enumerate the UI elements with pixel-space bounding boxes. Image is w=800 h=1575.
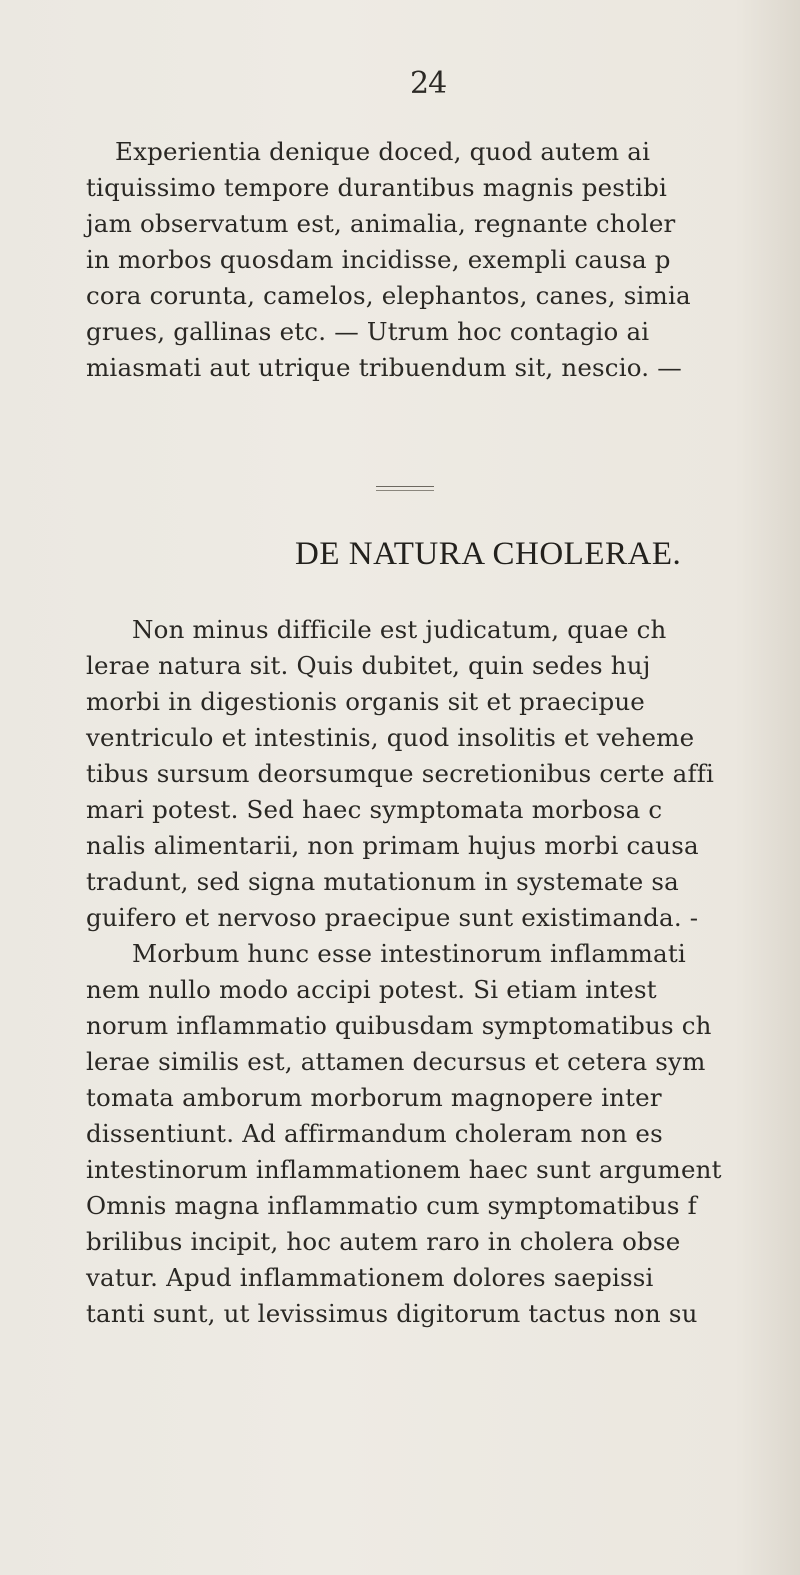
page-number: 24 xyxy=(410,66,447,101)
text-line: nem nullo modo accipi potest. Si etiam intest xyxy=(86,975,657,1004)
text-line: intestinorum inflammationem haec sunt argument xyxy=(86,1155,722,1184)
text-line: tanti sunt, ut levissimus digitorum tactus non su xyxy=(86,1299,698,1328)
text-line: cora corunta, camelos, elephantos, canes, simia xyxy=(86,281,691,310)
text-line: Experientia denique doced, quod autem ai xyxy=(115,137,651,166)
text-line: tradunt, sed signa mutationum in systemate sa xyxy=(86,867,679,896)
text-line: guifero et nervoso praecipue sunt existimanda. - xyxy=(86,903,699,932)
text-line: vatur. Apud inflammationem dolores saepissi xyxy=(86,1263,654,1292)
text-line: lerae similis est, attamen decursus et cetera sym xyxy=(86,1047,706,1076)
text-line: brilibus incipit, hoc autem raro in cholera obse xyxy=(86,1227,681,1256)
text-line: ventriculo et intestinis, quod insolitis et veheme xyxy=(86,723,695,752)
text-line: morbi in digestionis organis sit et praecipue xyxy=(86,687,646,716)
text-line: Morbum hunc esse intestinorum inflammati xyxy=(132,939,686,968)
text-line: nalis alimentarii, non primam hujus morbi causa xyxy=(86,831,699,860)
text-line: dissentiunt. Ad affirmandum choleram non es xyxy=(86,1119,663,1148)
text-line: Non minus difficile est judicatum, quae ch xyxy=(132,615,667,644)
section-heading: DE NATURA CHOLERAE. xyxy=(295,536,682,572)
text-line: in morbos quosdam incidisse, exempli causa p xyxy=(86,245,671,274)
text-line: tomata amborum morborum magnopere inter xyxy=(86,1083,662,1112)
text-line: lerae natura sit. Quis dubitet, quin sedes huj xyxy=(86,651,651,680)
text-line: jam observatum est, animalia, regnante choler xyxy=(86,209,676,238)
text-line: miasmati aut utrique tribuendum sit, nescio. — xyxy=(86,353,682,382)
text-line: tibus sursum deorsumque secretionibus certe affi xyxy=(86,759,715,788)
text-line: grues, gallinas etc. — Utrum hoc contagio ai xyxy=(86,317,650,346)
text-line: norum inflammatio quibusdam symptomatibus ch xyxy=(86,1011,712,1040)
text-line: tiquissimo tempore durantibus magnis pestibi xyxy=(86,173,668,202)
text-line: Omnis magna inflammatio cum symptomatibus f xyxy=(86,1191,697,1220)
section-divider xyxy=(376,486,434,487)
text-line: mari potest. Sed haec symptomata morbosa c xyxy=(86,795,663,824)
